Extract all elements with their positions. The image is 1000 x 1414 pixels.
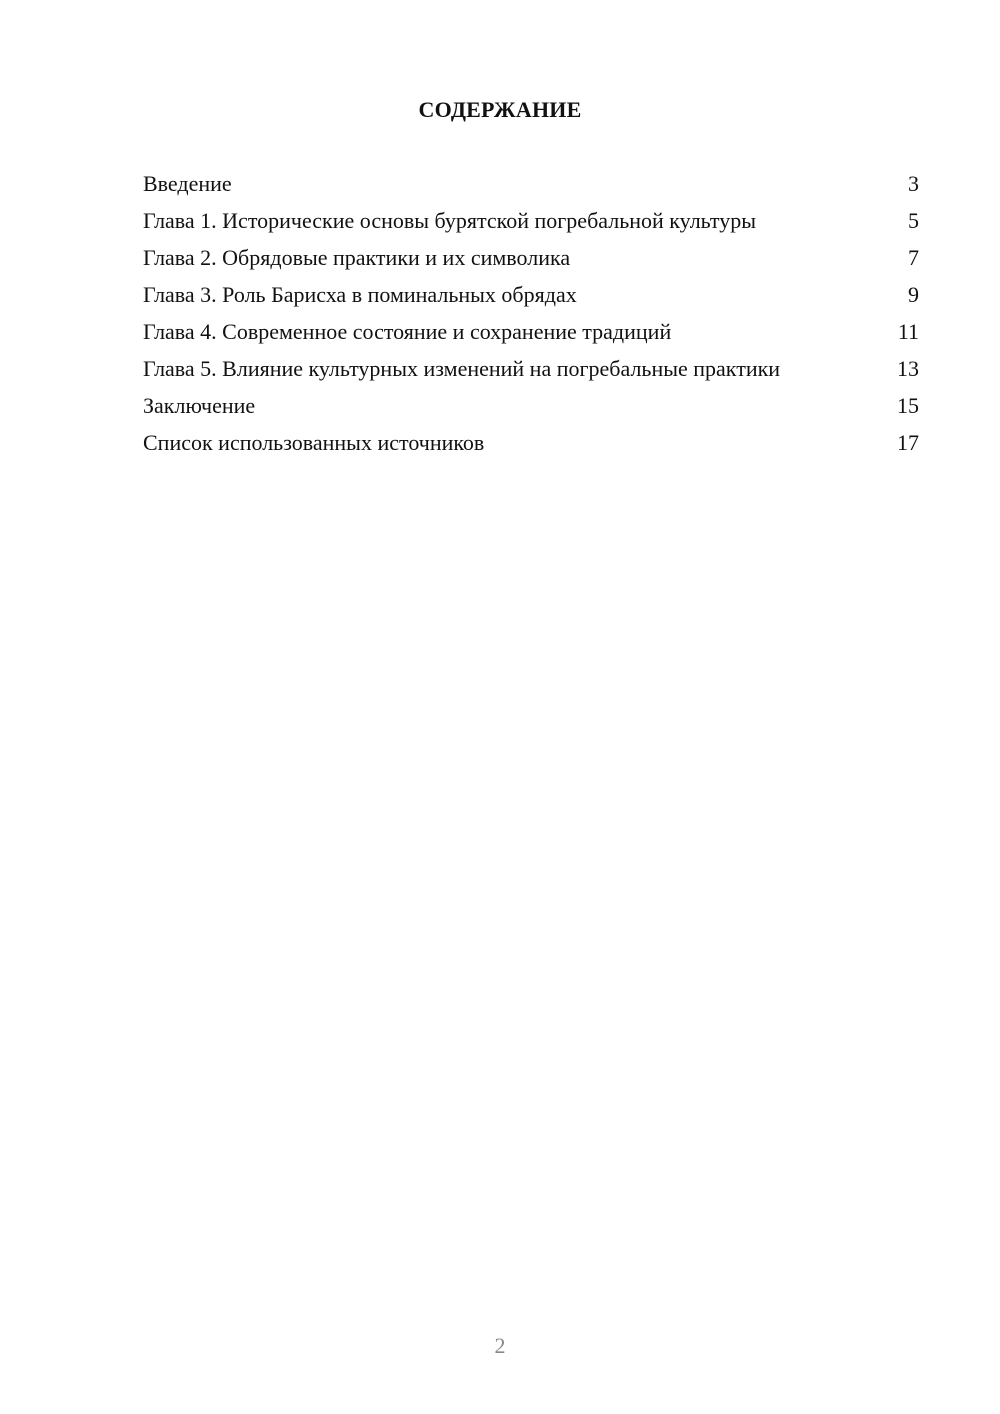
- toc-entry-text: Глава 4. Современное состояние и сохранение традиций: [143, 319, 672, 344]
- toc-entry-text: Введение: [143, 171, 232, 196]
- toc-entry-text: Глава 3. Роль Барисха в поминальных обрядах: [143, 282, 577, 307]
- toc-entry-text: Глава 2. Обрядовые практики и их символика: [143, 245, 571, 270]
- toc-entry-references: [143, 429, 919, 456]
- page-title: СОДЕРЖАНИЕ: [418, 97, 582, 122]
- toc-entry-conclusion: [143, 392, 919, 419]
- toc-entry-text: Заключение: [143, 393, 256, 418]
- toc-entry-text: Список использованных источников: [143, 430, 485, 455]
- toc-entry-page: 3: [908, 171, 919, 196]
- toc-entry-introduction: [143, 170, 919, 197]
- table-of-contents: [143, 170, 919, 466]
- toc-entry-chapter-1: [143, 207, 919, 234]
- toc-entry-page: 5: [908, 208, 919, 233]
- toc-entry-page: 7: [908, 245, 919, 270]
- toc-entry-chapter-3: [143, 281, 919, 308]
- page-number: 2: [494, 1333, 506, 1358]
- toc-entry-text: Глава 1. Исторические основы бурятской погребальной культуры: [143, 208, 756, 233]
- toc-entry-text: Глава 5. Влияние культурных изменений на погребальные практики: [143, 356, 781, 381]
- toc-entry-chapter-4: [143, 318, 919, 345]
- toc-entry-page: 15: [897, 393, 919, 418]
- toc-entry-chapter-5: [143, 355, 919, 382]
- toc-entry-page: 17: [897, 430, 919, 455]
- toc-entry-page: 13: [897, 356, 919, 381]
- toc-entry-page: 11: [897, 319, 919, 344]
- toc-entry-chapter-2: [143, 244, 919, 271]
- toc-entry-page: 9: [908, 282, 919, 307]
